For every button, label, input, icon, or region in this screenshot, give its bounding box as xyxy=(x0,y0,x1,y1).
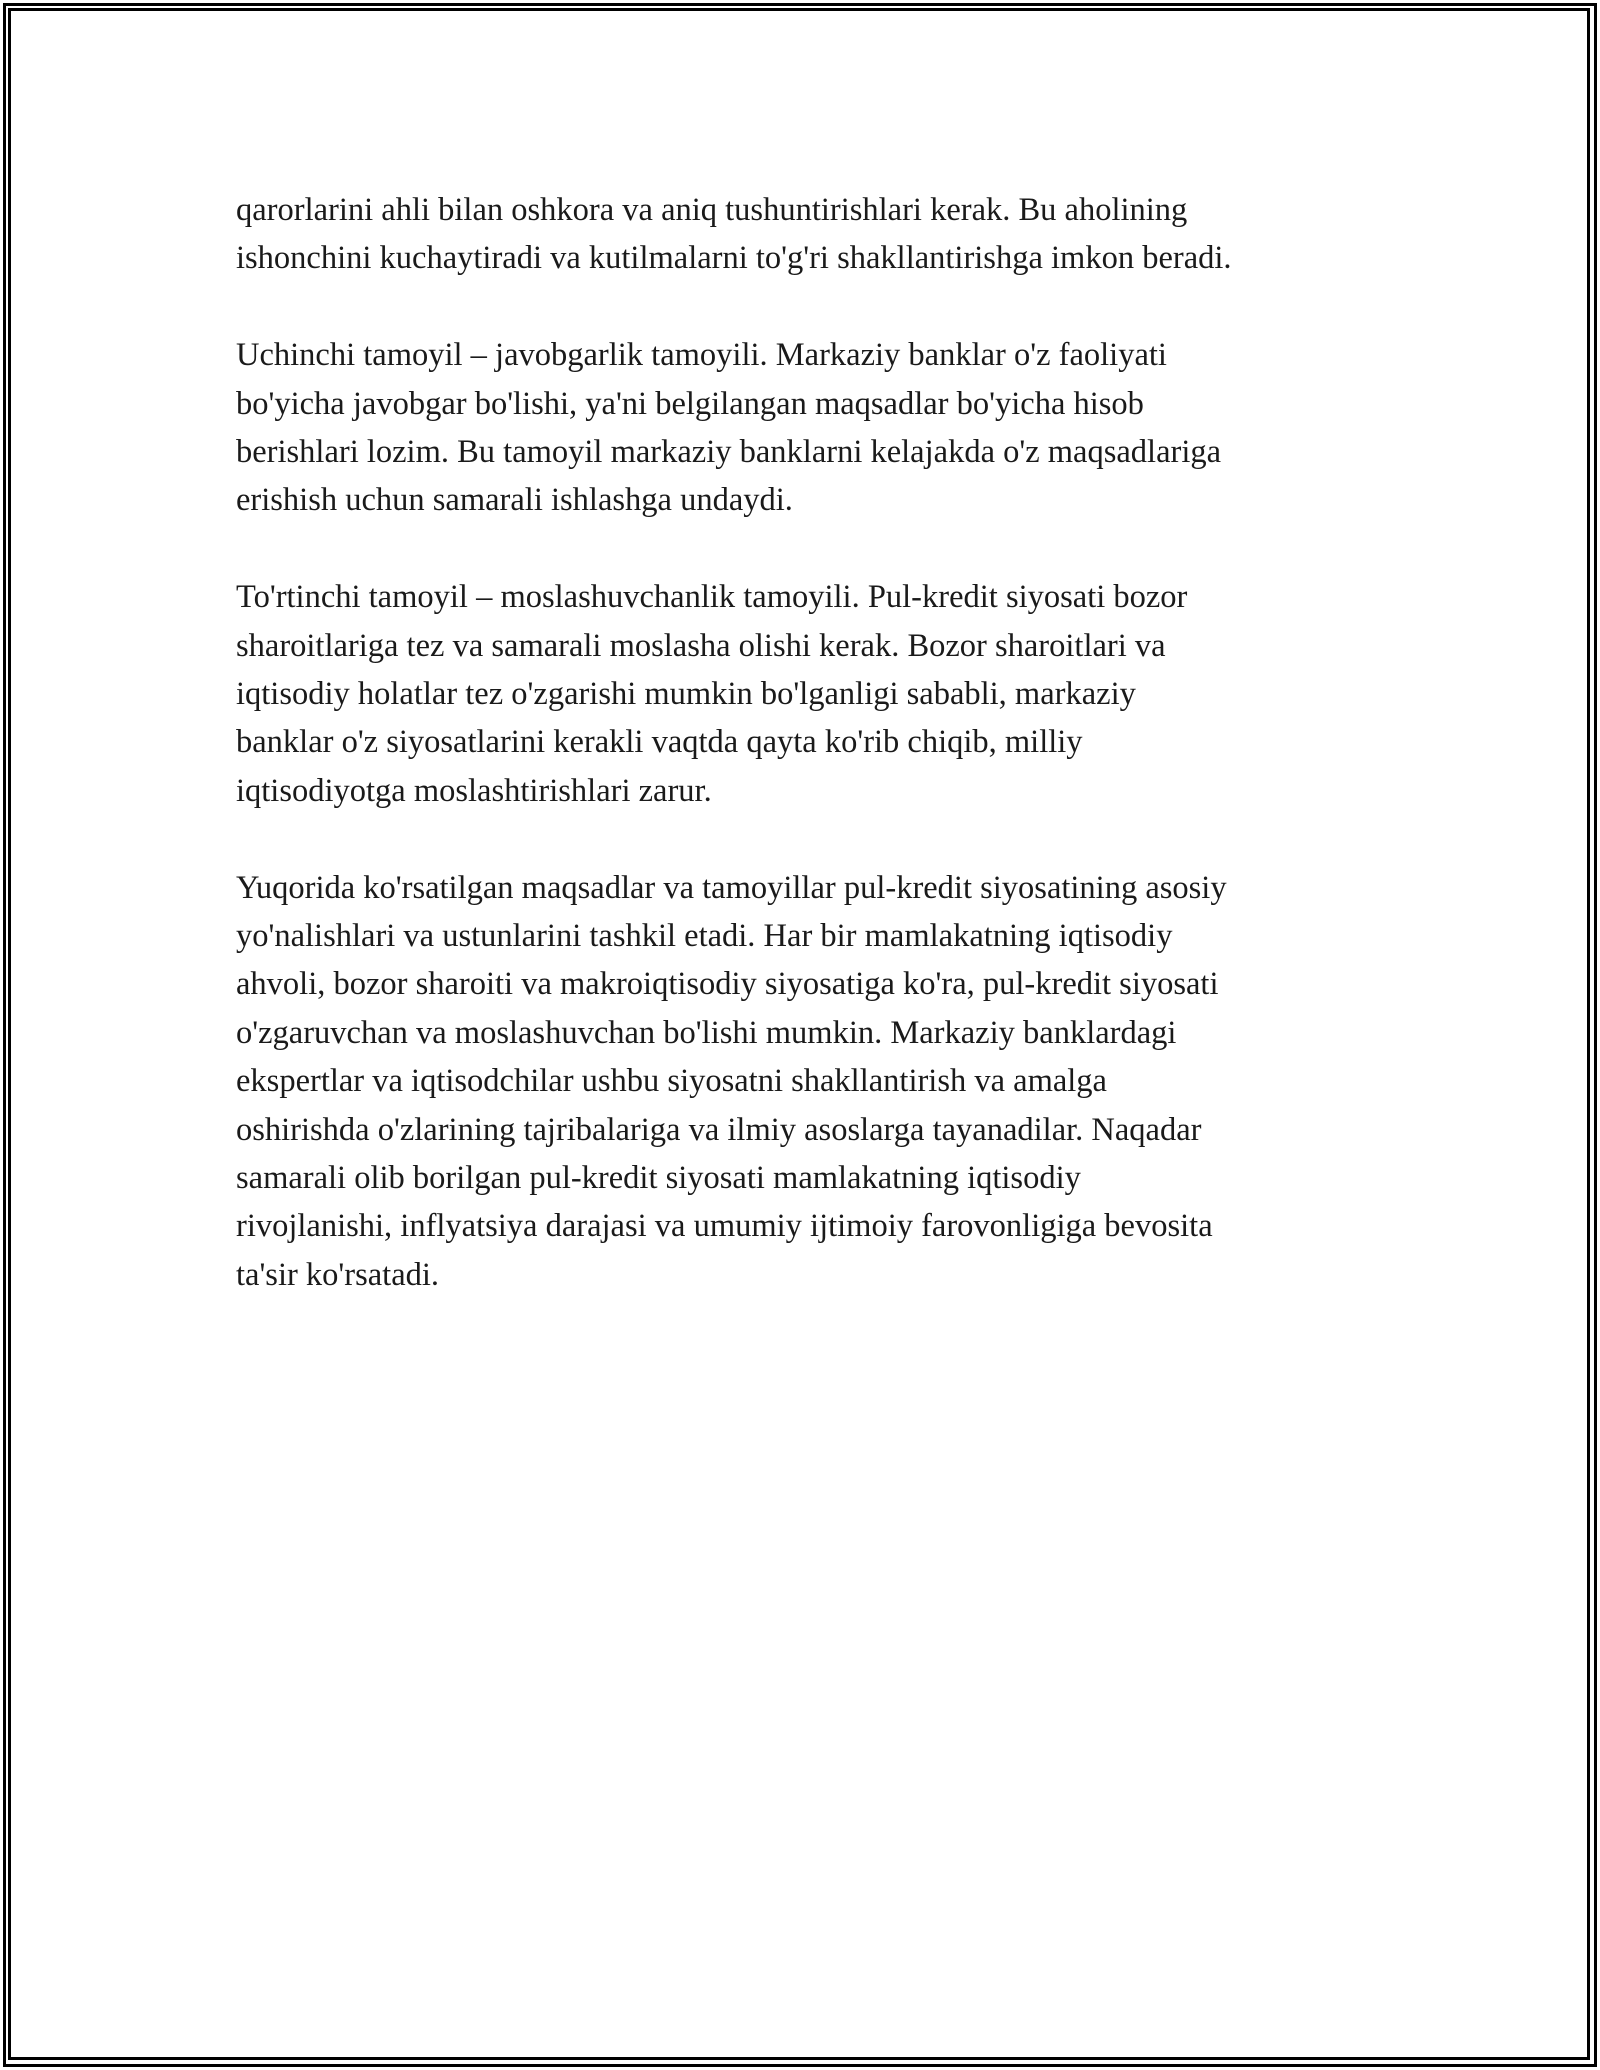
paragraph-accountability-principle: Uchinchi tamoyil – javobgarlik tamoyili. Markaziy banklar o'z faoliyati bo'yicha javobgar bo'lishi, ya'ni belgilangan maqsadlar bo'yicha hisob berishlari lozim. Bu tamoyil markaziy banklarni kelajakda o'z maqsadlariga erishish uchun samarali ishlashga undaydi. xyxy=(236,337,1222,519)
paragraph-flexibility-principle: To'rtinchi tamoyil – moslashuvchanlik tamoyili. Pul-kredit siyosati bozor sharoitlariga tez va samarali moslasha olishi kerak. Bozor sharoitlari va iqtisodiy holatlar tez o'zgarishi mumkin bo'lganligi sababli, markaziy banklar o'z siyosatlarini kerakli vaqtda qayta ko'rib chiqib, milliy iqtisodiyotga moslashtirishlari zarur. xyxy=(236,579,1188,809)
paragraph-conclusion: Yuqorida ko'rsatilgan maqsadlar va tamoyillar pul-kredit siyosatining asosiy yo'nalishlari va ustunlarini tashkil etadi. Har bir mamlakatning iqtisodiy ahvoli, bozor sharoiti va makroiqtisodiy siyosatiga ko'ra, pul-kredit siyosati o'zgaruvchan va moslashuvchan bo'lishi mumkin. Markaziy banklardagi ekspertlar va iqtisodchilar ushbu siyosatni shakllantirish va amalga oshirishda o'zlarining tajribalariga va ilmiy asoslarga tayanadilar. Naqadar samarali olib borilgan pul-kredit siyosati mamlakatning iqtisodiy rivojlanishi, inflyatsiya darajasi va umumiy ijtimoiy farovonligiga bevosita ta'sir ko'rsatadi. xyxy=(236,869,1227,1293)
document-body xyxy=(236,186,1376,1348)
paragraph-transparency-continuation: qarorlarini ahli bilan oshkora va aniq tushuntirishlari kerak. Bu aholining ishonchini kuchaytiradi va kutilmalarni to'g'ri shakllantirishga imkon beradi. xyxy=(236,192,1232,277)
